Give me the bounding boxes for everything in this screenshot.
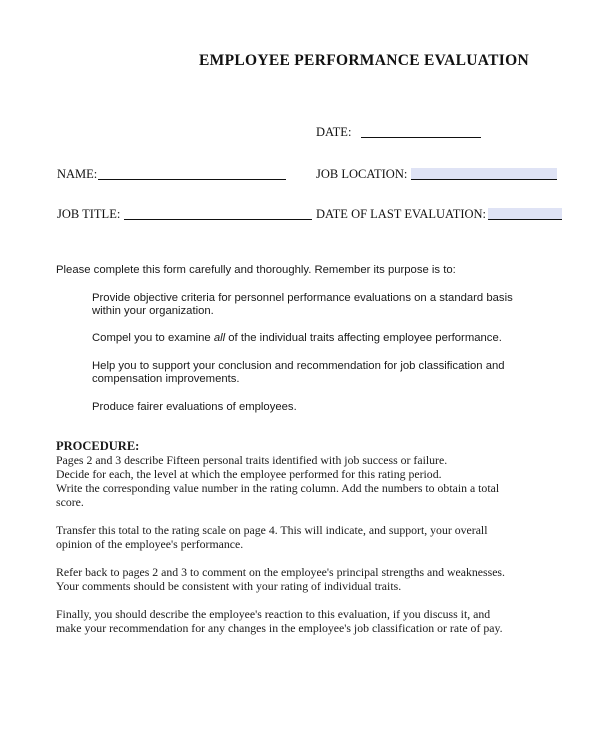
job-title-field[interactable] [57,207,312,222]
name-input-line[interactable] [98,178,286,180]
job-location-field[interactable] [316,167,557,182]
procedure-line: Your comments should be consistent with your rating of individual traits. [56,579,402,593]
date-field[interactable] [316,125,481,140]
procedure-line: opinion of the employee's performance. [56,537,244,551]
procedure-line: make your recommendation for any changes in the employee's job classification or rate of pay. [56,621,503,635]
procedure-line: Finally, you should describe the employee's reaction to this evaluation, if you discuss it, and [56,607,491,621]
last-evaluation-input-line[interactable] [488,208,562,220]
purpose-1-line-2: within your organization. [92,305,214,317]
document-title: EMPLOYEE PERFORMANCE EVALUATION [199,52,529,69]
procedure-line: score. [56,495,84,509]
date-input-line[interactable] [361,136,481,138]
purpose-2 [92,331,502,345]
purpose-3-line-2: compensation improvements. [92,373,240,385]
purpose-2-emphasis: all [213,332,226,344]
procedure-line: Decide for each, the level at which the employee performed for this rating period. [56,467,442,481]
purpose-3-line-1: Help you to support your conclusion and recommendation for job classification and [92,360,505,372]
last-evaluation-field[interactable] [316,207,562,222]
purpose-2-after: of the individual traits affecting employee performance. [225,332,502,344]
procedure-line: Write the corresponding value number in the rating column. Add the numbers to obtain a total [56,481,500,495]
job-title-input-line[interactable] [124,218,312,220]
intro-text: Please complete this form carefully and thoroughly. Remember its purpose is to: [56,264,456,276]
job-title-label: JOB TITLE: [57,207,121,221]
procedure-line: Refer back to pages 2 and 3 to comment on the employee's principal strengths and weaknesses. [56,565,505,579]
purpose-2-before: Compel you to examine [92,332,214,344]
purpose-4: Produce fairer evaluations of employees. [92,401,297,413]
job-location-label: JOB LOCATION: [316,167,408,181]
purpose-1-line-1: Provide objective criteria for personnel performance evaluations on a standard basis [92,292,513,304]
procedure-line: Pages 2 and 3 describe Fifteen personal traits identified with job success or failure. [56,453,448,467]
name-field[interactable] [57,167,286,182]
job-location-input-line[interactable] [411,168,557,180]
procedure-line: Transfer this total to the rating scale on page 4. This will indicate, and support, your overall [56,523,488,537]
last-evaluation-label: DATE OF LAST EVALUATION: [316,207,487,221]
date-label: DATE: [316,125,352,139]
name-label: NAME: [57,167,98,181]
procedure-heading: PROCEDURE: [56,439,140,453]
